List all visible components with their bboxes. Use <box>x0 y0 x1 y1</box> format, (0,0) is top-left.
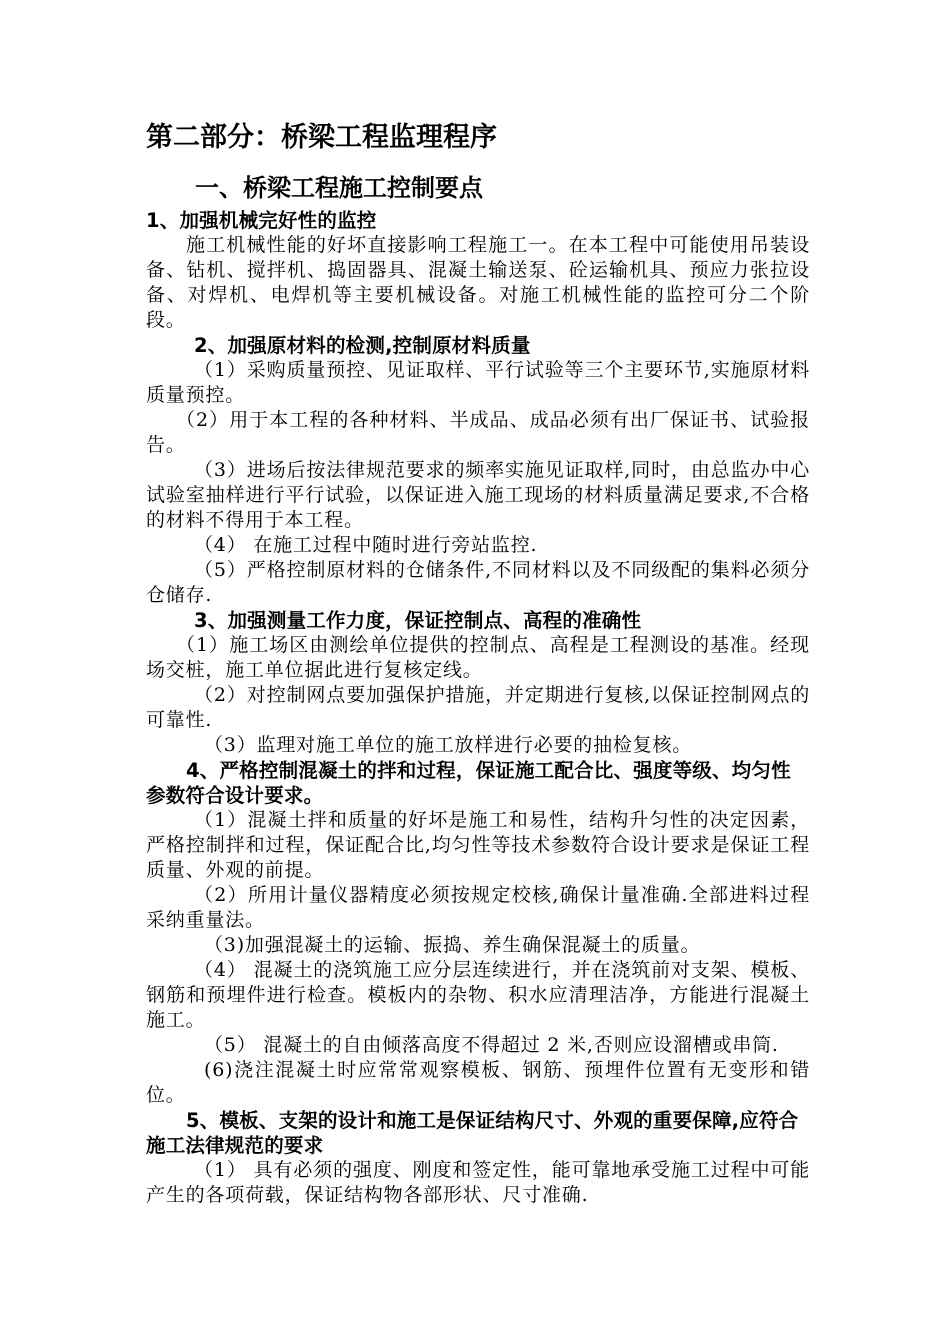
list-item: （2）所用计量仪器精度必须按规定校核,确保计量准确.全部进料过程采纳重量法。 <box>146 884 810 931</box>
heading-concrete: 4、严格控制混凝土的拌和过程，保证施工配合比、强度等级、均匀性参数符合设计要求。 <box>146 759 791 807</box>
heading-materials: 2、加强原材料的检测,控制原材料质量 <box>194 334 531 357</box>
heading-machinery: 1、加强机械完好性的监控 <box>146 209 377 232</box>
list-item: （5）严格控制原材料的仓储条件,不同材料以及不同级配的集料必须分仓储存. <box>146 559 810 606</box>
list-item: （4） 混凝土的浇筑施工应分层连续进行，并在浇筑前对支架、模板、钢筋和预埋件进行检查。模板内的杂物、积水应清理洁净，方能进行混凝土施工。 <box>146 959 810 1031</box>
list-item: （2）对控制网点要加强保护措施，并定期进行复核,以保证控制网点的可靠性. <box>146 684 810 731</box>
list-item: （1）施工场区由测绘单位提供的控制点、高程是工程测设的基准。经现场交桩，施工单位据此进行复核定线。 <box>146 634 810 681</box>
list-item: (6)浇注混凝土时应常常观察模板、钢筋、预埋件位置有无变形和错位。 <box>146 1059 810 1106</box>
list-item: （3）进场后按法律规范要求的频率实施见证取样,同时，由总监办中心试验室抽样进行平行试验，以保证进入施工现场的材料质量满足要求,不合格的材料不得用于本工程。 <box>146 459 810 531</box>
list-item: （5） 混凝土的自由倾落高度不得超过 2 米,否则应设溜槽或串筒. <box>204 1034 779 1056</box>
list-item: （1）采购质量预控、见证取样、平行试验等三个主要环节,实施原材料质量预控。 <box>146 359 810 406</box>
document-body <box>146 118 810 1208</box>
heading-formwork: 5、模板、支架的设计和施工是保证结构尺寸、外观的重要保障,应符合施工法律规范的要求 <box>146 1109 799 1157</box>
list-item: （1）混凝土拌和质量的好坏是施工和易性，结构升匀性的决定因素，严格控制拌和过程，保证配合比,均匀性等技术参数符合设计要求是保证工程质量、外观的前提。 <box>146 809 810 881</box>
list-item: （3）监理对施工单位的施工放样进行必要的抽检复核。 <box>204 734 693 756</box>
list-item: （2）用于本工程的各种材料、半成品、成品必须有出厂保证书、试验报告。 <box>146 409 810 456</box>
list-item: （1） 具有必须的强度、刚度和签定性，能可靠地承受施工过程中可能产生的各项荷载，保证结构物各部形状、尺寸准确. <box>146 1159 810 1206</box>
heading-survey: 3、加强测量工作力度，保证控制点、高程的准确性 <box>194 609 642 632</box>
list-item: （4） 在施工过程中随时进行旁站监控. <box>194 534 538 556</box>
document-title: 第二部分：桥梁工程监理程序 <box>146 122 497 153</box>
section-subtitle: 一、桥梁工程施工控制要点 <box>195 174 483 202</box>
paragraph-machinery: 施工机械性能的好坏直接影响工程施工一。在本工程中可能使用吊装设备、钻机、搅拌机、捣固器具、混凝土输送泵、砼运输机具、预应力张拉设备、对焊机、电焊机等主要机械设备。对施工机械性能的监控可分二个阶段。 <box>146 234 810 331</box>
list-item: （3)加强混凝土的运输、振捣、养生确保混凝土的质量。 <box>204 934 701 956</box>
